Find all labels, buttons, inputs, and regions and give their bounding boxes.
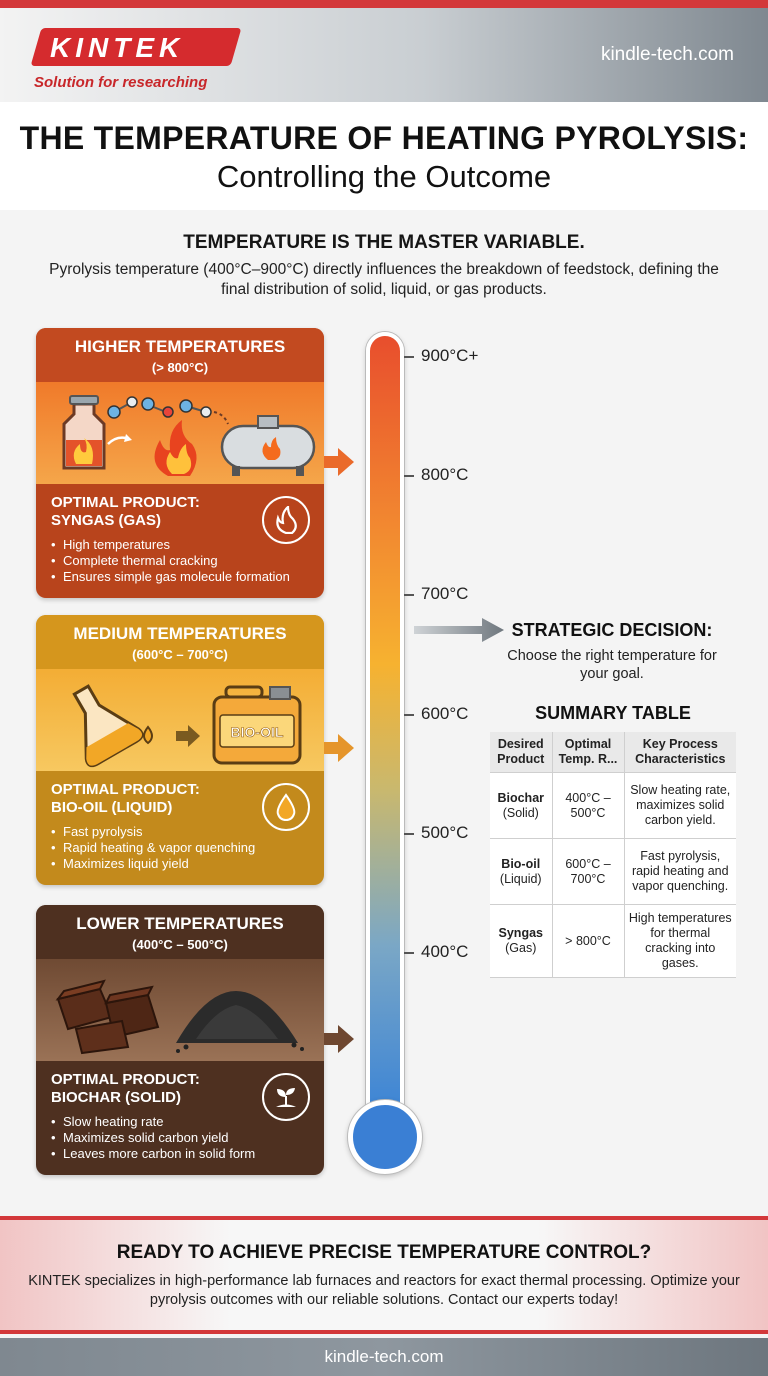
bullet-item: • Fast pyrolysis [51,824,310,840]
title-band [0,102,768,210]
product-state: (Gas) [505,941,537,955]
temp-cell: 400°C – 500°C [552,773,624,839]
product-name: Bio-oil [501,856,541,871]
card-header [36,328,324,382]
tick-label-600: 600°C [421,704,469,723]
thermometer-tick [404,356,414,358]
card-high-temperatures [36,328,324,598]
bullet-item: • Rapid heating & vapor quenching [51,840,310,856]
column-header: Optimal Temp. R... [552,732,624,773]
temp-cell: > 800°C [552,905,624,978]
bullet-item: • High temperatures [51,537,310,553]
bullet-item: • Ensures simple gas molecule formation [51,569,310,585]
card-bullets [51,1114,310,1162]
biochar-illustration [36,959,324,1061]
intro-section [0,232,768,300]
product-name: Biochar [497,790,545,805]
product-name: BIOCHAR (SOLID) [51,1089,181,1106]
reactor-to-gas-tank-icon [36,382,324,484]
card-body [36,771,324,882]
cta-heading: READY TO ACHIEVE PRECISE TEMPERATURE CONTROL? [116,1242,652,1263]
table-row [490,773,736,839]
thermometer-tick [404,594,414,596]
product-label: OPTIMAL PRODUCT: [51,781,200,798]
product-name: BIO-OIL (LIQUID) [51,799,173,816]
tick-label-400: 400°C [421,942,469,961]
page-title: THE TEMPERATURE OF HEATING PYROLYSIS: [19,120,749,156]
bio-oil-illustration [36,669,324,771]
bullet-item: • Maximizes liquid yield [51,856,310,872]
card-heading: HIGHER TEMPERATURES [74,337,286,356]
tick-label-800: 800°C [421,465,469,484]
card-header [36,615,324,669]
card-bullets [51,537,310,585]
card-heading: LOWER TEMPERATURES [76,914,284,933]
column-header: Desired Product [490,732,552,773]
strategic-decision [502,620,722,683]
bullet-item: • Maximizes solid carbon yield [51,1130,310,1146]
thermometer-bulb [348,1100,422,1174]
logo-tagline: Solution for researching [34,74,208,91]
table-row [490,905,736,978]
thermometer-tube [366,332,404,1122]
card-bullets [51,824,310,872]
bullet-item: • Slow heating rate [51,1114,310,1130]
strategic-arrow-icon [414,618,504,642]
table-row [490,839,736,905]
card-lower-temperatures [36,905,324,1175]
product-cell [490,839,552,905]
flask-to-bio-oil-icon [36,669,324,771]
card-medium-temperatures [36,615,324,885]
logo[interactable]: KINTEK [50,32,185,63]
thermometer-tick [404,714,414,716]
bullet-item: • Leaves more carbon in solid form [51,1146,310,1162]
product-label: OPTIMAL PRODUCT: [51,494,200,511]
card-header [36,905,324,959]
top-accent-bar [0,0,768,8]
characteristics-cell: High temperatures for thermal cracking into gases. [624,905,736,978]
card-body [36,484,324,595]
header-bar [0,8,768,102]
card-range: (600°C – 700°C) [132,647,228,662]
website-link-bottom[interactable]: kindle-tech.com [324,1347,444,1366]
thermometer-tick [404,833,414,835]
strategic-text: Choose the right temperature for your goal. [507,648,717,682]
intro-heading: TEMPERATURE IS THE MASTER VARIABLE. [183,232,585,253]
product-name: SYNGAS (GAS) [51,512,162,529]
container-label: BIO-OIL [230,724,284,740]
card-range: (400°C – 500°C) [132,937,228,952]
card-body [36,1061,324,1172]
product-state: (Solid) [502,805,539,820]
bullet-item: • Complete thermal cracking [51,553,310,569]
call-to-action [0,1216,768,1334]
product-label: OPTIMAL PRODUCT: [51,1071,200,1088]
arrow-right-icon [324,733,354,763]
cta-text: KINTEK specializes in high-performance lab furnaces and reactors for exact thermal processing. Optimize your pyrolysis outcomes with our reliable solutions. Contact our experts today! [28,1273,740,1308]
summary-table-title: SUMMARY TABLE [535,703,691,723]
product-name: Syngas [498,926,543,940]
characteristics-cell: Fast pyrolysis, rapid heating and vapor quenching. [624,839,736,905]
temp-cell: 600°C – 700°C [552,839,624,905]
tick-label-700: 700°C [421,584,469,603]
website-link-top[interactable]: kindle-tech.com [600,44,734,65]
product-cell [490,773,552,839]
product-state: (Liquid) [499,871,542,886]
footer-bar [0,1338,768,1376]
syngas-illustration [36,382,324,484]
arrow-right-icon [324,447,354,477]
thermometer-tick [404,475,414,477]
arrow-right-icon [324,1024,354,1054]
charcoal-pile-icon [36,959,324,1061]
card-range: (> 800°C) [151,360,209,375]
summary-table [490,732,736,978]
thermometer-tick [404,952,414,954]
strategic-heading: STRATEGIC DECISION: [511,620,713,640]
characteristics-cell: Slow heating rate, maximizes solid carbon yield. [624,773,736,839]
card-heading: MEDIUM TEMPERATURES [73,624,287,643]
product-cell [490,905,552,978]
table-header-row [490,732,736,773]
column-header: Key Process Characteristics [624,732,736,773]
tick-label-900: 900°C+ [421,346,479,365]
intro-text: Pyrolysis temperature (400°C–900°C) directly influences the breakdown of feedstock, defining the final distribution of solid, liquid, or gas products. [49,261,719,298]
page-subtitle: Controlling the Outcome [216,159,552,194]
tick-label-500: 500°C [421,823,469,842]
